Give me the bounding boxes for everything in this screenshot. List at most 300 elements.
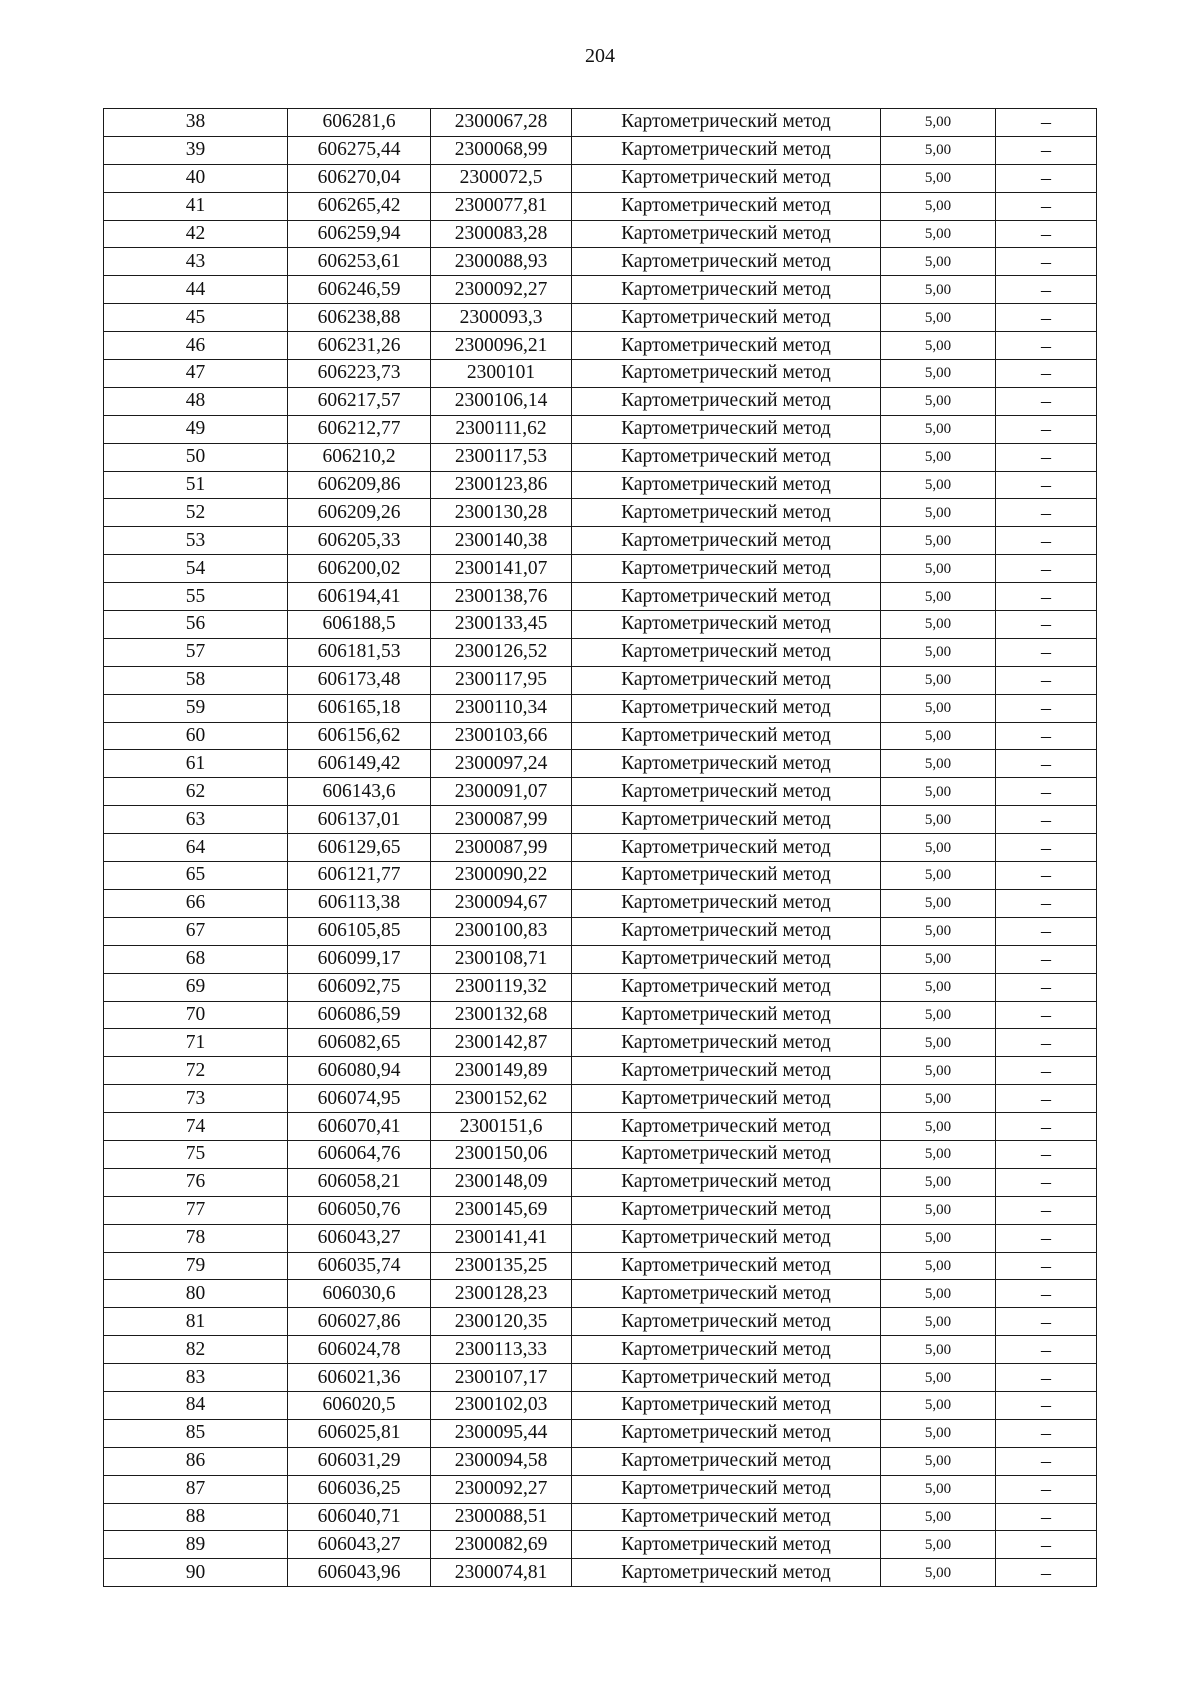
x-coordinate-cell: 606143,6 [288,778,431,806]
point-number-cell: 63 [104,806,288,834]
error-cell: 5,00 [881,973,996,1001]
method-cell: Картометрический метод [572,1364,881,1392]
table-row [104,1391,1097,1419]
point-number-cell: 46 [104,332,288,360]
x-coordinate-cell: 606270,04 [288,164,431,192]
note-cell: – [996,1336,1097,1364]
point-number-cell: 65 [104,862,288,890]
coordinates-table [103,108,1097,1587]
point-number-cell: 40 [104,164,288,192]
error-cell: 5,00 [881,192,996,220]
y-coordinate-cell: 2300096,21 [431,332,572,360]
method-cell: Картометрический метод [572,164,881,192]
table-row [104,1029,1097,1057]
y-coordinate-cell: 2300087,99 [431,806,572,834]
error-cell: 5,00 [881,1391,996,1419]
table-row [104,583,1097,611]
x-coordinate-cell: 606031,29 [288,1447,431,1475]
error-cell: 5,00 [881,415,996,443]
x-coordinate-cell: 606210,2 [288,443,431,471]
note-cell: – [996,332,1097,360]
y-coordinate-cell: 2300128,23 [431,1280,572,1308]
y-coordinate-cell: 2300138,76 [431,583,572,611]
table-row [104,834,1097,862]
table-row [104,1308,1097,1336]
y-coordinate-cell: 2300072,5 [431,164,572,192]
y-coordinate-cell: 2300117,95 [431,666,572,694]
y-coordinate-cell: 2300117,53 [431,443,572,471]
point-number-cell: 70 [104,1001,288,1029]
y-coordinate-cell: 2300094,67 [431,889,572,917]
error-cell: 5,00 [881,276,996,304]
method-cell: Картометрический метод [572,1057,881,1085]
error-cell: 5,00 [881,862,996,890]
x-coordinate-cell: 606050,76 [288,1196,431,1224]
y-coordinate-cell: 2300068,99 [431,136,572,164]
note-cell: – [996,555,1097,583]
error-cell: 5,00 [881,387,996,415]
method-cell: Картометрический метод [572,973,881,1001]
y-coordinate-cell: 2300145,69 [431,1196,572,1224]
point-number-cell: 45 [104,304,288,332]
note-cell: – [996,499,1097,527]
method-cell: Картометрический метод [572,555,881,583]
error-cell: 5,00 [881,471,996,499]
table-row [104,1531,1097,1559]
note-cell: – [996,583,1097,611]
x-coordinate-cell: 606121,77 [288,862,431,890]
x-coordinate-cell: 606253,61 [288,248,431,276]
table-row [104,387,1097,415]
point-number-cell: 43 [104,248,288,276]
error-cell: 5,00 [881,1280,996,1308]
error-cell: 5,00 [881,1531,996,1559]
error-cell: 5,00 [881,248,996,276]
point-number-cell: 59 [104,694,288,722]
table-row [104,611,1097,639]
y-coordinate-cell: 2300093,3 [431,304,572,332]
error-cell: 5,00 [881,1308,996,1336]
point-number-cell: 58 [104,666,288,694]
method-cell: Картометрический метод [572,192,881,220]
point-number-cell: 55 [104,583,288,611]
method-cell: Картометрический метод [572,917,881,945]
y-coordinate-cell: 2300091,07 [431,778,572,806]
method-cell: Картометрический метод [572,1419,881,1447]
error-cell: 5,00 [881,360,996,388]
x-coordinate-cell: 606265,42 [288,192,431,220]
method-cell: Картометрический метод [572,1447,881,1475]
x-coordinate-cell: 606024,78 [288,1336,431,1364]
y-coordinate-cell: 2300094,58 [431,1447,572,1475]
error-cell: 5,00 [881,1503,996,1531]
method-cell: Картометрический метод [572,527,881,555]
coordinates-table-body [104,109,1097,1587]
x-coordinate-cell: 606020,5 [288,1391,431,1419]
table-row [104,248,1097,276]
error-cell: 5,00 [881,332,996,360]
table-row [104,415,1097,443]
point-number-cell: 76 [104,1168,288,1196]
note-cell: – [996,1391,1097,1419]
note-cell: – [996,945,1097,973]
y-coordinate-cell: 2300123,86 [431,471,572,499]
x-coordinate-cell: 606070,41 [288,1113,431,1141]
y-coordinate-cell: 2300088,93 [431,248,572,276]
method-cell: Картометрический метод [572,415,881,443]
error-cell: 5,00 [881,889,996,917]
method-cell: Картометрический метод [572,889,881,917]
method-cell: Картометрический метод [572,471,881,499]
note-cell: – [996,136,1097,164]
error-cell: 5,00 [881,136,996,164]
y-coordinate-cell: 2300110,34 [431,694,572,722]
note-cell: – [996,1196,1097,1224]
point-number-cell: 67 [104,917,288,945]
y-coordinate-cell: 2300141,07 [431,555,572,583]
note-cell: – [996,611,1097,639]
table-row [104,1252,1097,1280]
method-cell: Картометрический метод [572,611,881,639]
note-cell: – [996,1252,1097,1280]
note-cell: – [996,443,1097,471]
table-row [104,360,1097,388]
error-cell: 5,00 [881,834,996,862]
x-coordinate-cell: 606212,77 [288,415,431,443]
error-cell: 5,00 [881,1113,996,1141]
table-row [104,638,1097,666]
x-coordinate-cell: 606217,57 [288,387,431,415]
x-coordinate-cell: 606209,26 [288,499,431,527]
error-cell: 5,00 [881,1196,996,1224]
x-coordinate-cell: 606064,76 [288,1140,431,1168]
y-coordinate-cell: 2300087,99 [431,834,572,862]
table-row [104,471,1097,499]
note-cell: – [996,806,1097,834]
error-cell: 5,00 [881,750,996,778]
method-cell: Картометрический метод [572,1559,881,1587]
y-coordinate-cell: 2300095,44 [431,1419,572,1447]
method-cell: Картометрический метод [572,583,881,611]
table-row [104,973,1097,1001]
note-cell: – [996,1168,1097,1196]
x-coordinate-cell: 606165,18 [288,694,431,722]
x-coordinate-cell: 606036,25 [288,1475,431,1503]
note-cell: – [996,834,1097,862]
table-row [104,220,1097,248]
y-coordinate-cell: 2300090,22 [431,862,572,890]
method-cell: Картометрический метод [572,806,881,834]
table-row [104,862,1097,890]
y-coordinate-cell: 2300113,33 [431,1336,572,1364]
x-coordinate-cell: 606082,65 [288,1029,431,1057]
point-number-cell: 62 [104,778,288,806]
note-cell: – [996,722,1097,750]
note-cell: – [996,1001,1097,1029]
error-cell: 5,00 [881,1447,996,1475]
error-cell: 5,00 [881,1475,996,1503]
note-cell: – [996,1475,1097,1503]
table-row [104,332,1097,360]
x-coordinate-cell: 606040,71 [288,1503,431,1531]
note-cell: – [996,1308,1097,1336]
method-cell: Картометрический метод [572,360,881,388]
error-cell: 5,00 [881,555,996,583]
error-cell: 5,00 [881,611,996,639]
note-cell: – [996,1057,1097,1085]
method-cell: Картометрический метод [572,1336,881,1364]
point-number-cell: 81 [104,1308,288,1336]
point-number-cell: 77 [104,1196,288,1224]
point-number-cell: 60 [104,722,288,750]
method-cell: Картометрический метод [572,499,881,527]
y-coordinate-cell: 2300111,62 [431,415,572,443]
note-cell: – [996,1113,1097,1141]
method-cell: Картометрический метод [572,1168,881,1196]
method-cell: Картометрический метод [572,1252,881,1280]
error-cell: 5,00 [881,1336,996,1364]
note-cell: – [996,1029,1097,1057]
x-coordinate-cell: 606113,38 [288,889,431,917]
y-coordinate-cell: 2300097,24 [431,750,572,778]
method-cell: Картометрический метод [572,136,881,164]
x-coordinate-cell: 606200,02 [288,555,431,583]
table-row [104,1364,1097,1392]
point-number-cell: 85 [104,1419,288,1447]
note-cell: – [996,248,1097,276]
method-cell: Картометрический метод [572,750,881,778]
note-cell: – [996,1140,1097,1168]
table-row [104,1140,1097,1168]
table-row [104,1503,1097,1531]
point-number-cell: 57 [104,638,288,666]
method-cell: Картометрический метод [572,722,881,750]
table-row [104,1085,1097,1113]
method-cell: Картометрический метод [572,1029,881,1057]
x-coordinate-cell: 606025,81 [288,1419,431,1447]
point-number-cell: 44 [104,276,288,304]
note-cell: – [996,1531,1097,1559]
error-cell: 5,00 [881,917,996,945]
x-coordinate-cell: 606231,26 [288,332,431,360]
y-coordinate-cell: 2300142,87 [431,1029,572,1057]
error-cell: 5,00 [881,945,996,973]
page-number: 204 [585,45,615,67]
y-coordinate-cell: 2300141,41 [431,1224,572,1252]
table-row [104,750,1097,778]
table-row [104,1447,1097,1475]
x-coordinate-cell: 606205,33 [288,527,431,555]
point-number-cell: 74 [104,1113,288,1141]
x-coordinate-cell: 606259,94 [288,220,431,248]
x-coordinate-cell: 606030,6 [288,1280,431,1308]
point-number-cell: 87 [104,1475,288,1503]
table-row [104,276,1097,304]
method-cell: Картометрический метод [572,1140,881,1168]
y-coordinate-cell: 2300092,27 [431,1475,572,1503]
y-coordinate-cell: 2300133,45 [431,611,572,639]
method-cell: Картометрический метод [572,778,881,806]
x-coordinate-cell: 606281,6 [288,109,431,137]
note-cell: – [996,1447,1097,1475]
y-coordinate-cell: 2300077,81 [431,192,572,220]
table-row [104,1419,1097,1447]
table-row [104,499,1097,527]
x-coordinate-cell: 606209,86 [288,471,431,499]
point-number-cell: 48 [104,387,288,415]
y-coordinate-cell: 2300082,69 [431,1531,572,1559]
x-coordinate-cell: 606086,59 [288,1001,431,1029]
note-cell: – [996,304,1097,332]
point-number-cell: 68 [104,945,288,973]
note-cell: – [996,917,1097,945]
error-cell: 5,00 [881,778,996,806]
point-number-cell: 41 [104,192,288,220]
method-cell: Картометрический метод [572,443,881,471]
y-coordinate-cell: 2300132,68 [431,1001,572,1029]
point-number-cell: 71 [104,1029,288,1057]
table-row [104,666,1097,694]
x-coordinate-cell: 606105,85 [288,917,431,945]
x-coordinate-cell: 606021,36 [288,1364,431,1392]
table-row [104,527,1097,555]
method-cell: Картометрический метод [572,1113,881,1141]
note-cell: – [996,1085,1097,1113]
y-coordinate-cell: 2300067,28 [431,109,572,137]
note-cell: – [996,1224,1097,1252]
x-coordinate-cell: 606223,73 [288,360,431,388]
method-cell: Картометрический метод [572,109,881,137]
point-number-cell: 89 [104,1531,288,1559]
note-cell: – [996,889,1097,917]
note-cell: – [996,778,1097,806]
x-coordinate-cell: 606092,75 [288,973,431,1001]
method-cell: Картометрический метод [572,834,881,862]
method-cell: Картометрический метод [572,248,881,276]
error-cell: 5,00 [881,583,996,611]
point-number-cell: 79 [104,1252,288,1280]
point-number-cell: 86 [104,1447,288,1475]
point-number-cell: 80 [104,1280,288,1308]
y-coordinate-cell: 2300152,62 [431,1085,572,1113]
point-number-cell: 78 [104,1224,288,1252]
x-coordinate-cell: 606043,27 [288,1531,431,1559]
error-cell: 5,00 [881,1029,996,1057]
x-coordinate-cell: 606246,59 [288,276,431,304]
note-cell: – [996,1280,1097,1308]
method-cell: Картометрический метод [572,387,881,415]
y-coordinate-cell: 2300083,28 [431,220,572,248]
table-row [104,1001,1097,1029]
point-number-cell: 50 [104,443,288,471]
method-cell: Картометрический метод [572,1391,881,1419]
error-cell: 5,00 [881,220,996,248]
point-number-cell: 72 [104,1057,288,1085]
y-coordinate-cell: 2300140,38 [431,527,572,555]
error-cell: 5,00 [881,1252,996,1280]
note-cell: – [996,415,1097,443]
note-cell: – [996,527,1097,555]
y-coordinate-cell: 2300151,6 [431,1113,572,1141]
note-cell: – [996,694,1097,722]
table-row [104,945,1097,973]
point-number-cell: 66 [104,889,288,917]
y-coordinate-cell: 2300149,89 [431,1057,572,1085]
error-cell: 5,00 [881,164,996,192]
table-row [104,1224,1097,1252]
method-cell: Картометрический метод [572,332,881,360]
method-cell: Картометрический метод [572,1475,881,1503]
table-row [104,136,1097,164]
method-cell: Картометрический метод [572,945,881,973]
x-coordinate-cell: 606099,17 [288,945,431,973]
point-number-cell: 39 [104,136,288,164]
table-row [104,164,1097,192]
method-cell: Картометрический метод [572,862,881,890]
point-number-cell: 38 [104,109,288,137]
error-cell: 5,00 [881,443,996,471]
y-coordinate-cell: 2300107,17 [431,1364,572,1392]
point-number-cell: 42 [104,220,288,248]
error-cell: 5,00 [881,694,996,722]
table-row [104,1559,1097,1587]
x-coordinate-cell: 606275,44 [288,136,431,164]
note-cell: – [996,1364,1097,1392]
point-number-cell: 52 [104,499,288,527]
note-cell: – [996,471,1097,499]
note-cell: – [996,666,1097,694]
y-coordinate-cell: 2300103,66 [431,722,572,750]
x-coordinate-cell: 606043,27 [288,1224,431,1252]
table-row [104,1475,1097,1503]
table-row [104,192,1097,220]
method-cell: Картометрический метод [572,1224,881,1252]
point-number-cell: 64 [104,834,288,862]
method-cell: Картометрический метод [572,1001,881,1029]
error-cell: 5,00 [881,722,996,750]
point-number-cell: 49 [104,415,288,443]
method-cell: Картометрический метод [572,1308,881,1336]
table-row [104,1280,1097,1308]
note-cell: – [996,638,1097,666]
y-coordinate-cell: 2300135,25 [431,1252,572,1280]
y-coordinate-cell: 2300130,28 [431,499,572,527]
point-number-cell: 82 [104,1336,288,1364]
error-cell: 5,00 [881,304,996,332]
error-cell: 5,00 [881,527,996,555]
method-cell: Картометрический метод [572,276,881,304]
table-row [104,1196,1097,1224]
point-number-cell: 73 [104,1085,288,1113]
note-cell: – [996,360,1097,388]
method-cell: Картометрический метод [572,1531,881,1559]
error-cell: 5,00 [881,1168,996,1196]
point-number-cell: 54 [104,555,288,583]
method-cell: Картометрический метод [572,304,881,332]
note-cell: – [996,276,1097,304]
error-cell: 5,00 [881,806,996,834]
table-row [104,304,1097,332]
x-coordinate-cell: 606137,01 [288,806,431,834]
x-coordinate-cell: 606027,86 [288,1308,431,1336]
error-cell: 5,00 [881,1419,996,1447]
x-coordinate-cell: 606149,42 [288,750,431,778]
x-coordinate-cell: 606156,62 [288,722,431,750]
x-coordinate-cell: 606074,95 [288,1085,431,1113]
error-cell: 5,00 [881,1085,996,1113]
table-row [104,1336,1097,1364]
point-number-cell: 83 [104,1364,288,1392]
